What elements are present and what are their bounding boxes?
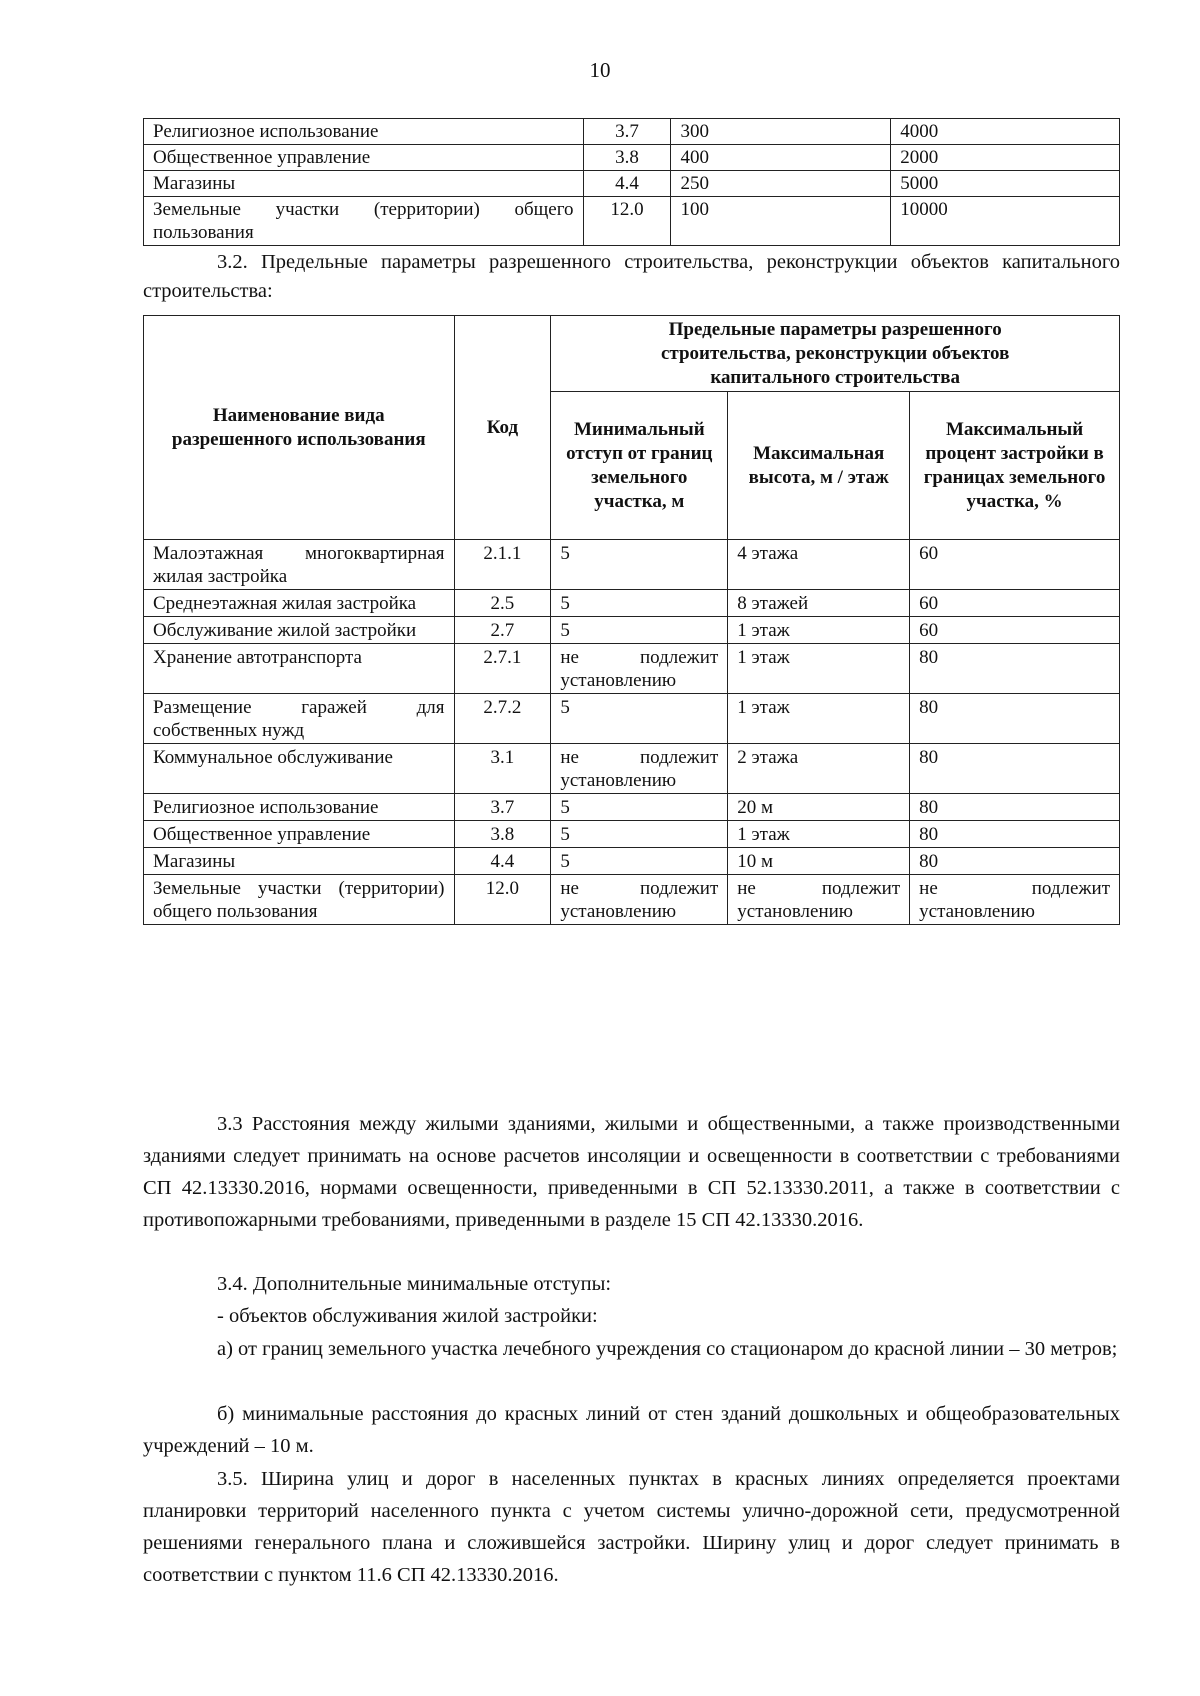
setback-cell: не подлежит установлению	[551, 875, 728, 925]
setback-cell: 5	[551, 794, 728, 821]
height-cell: 8 этажей	[728, 590, 910, 617]
table-row	[144, 694, 1120, 744]
table-row	[144, 794, 1120, 821]
use-name-cell: Размещение гаражей для собственных нужд	[144, 694, 455, 744]
setback-cell: 5	[551, 694, 728, 744]
code-cell: 3.8	[583, 145, 671, 171]
max-area-cell: 4000	[891, 119, 1120, 145]
code-cell: 3.7	[583, 119, 671, 145]
percent-cell: 80	[910, 821, 1120, 848]
height-cell: 1 этаж	[728, 694, 910, 744]
table-row	[144, 171, 1120, 197]
code-cell: 12.0	[454, 875, 551, 925]
height-cell: 4 этажа	[728, 540, 910, 590]
use-name-cell: Религиозное использование	[144, 794, 455, 821]
code-cell: 2.1.1	[454, 540, 551, 590]
header-max-height: Максимальная высота, м / этаж	[728, 392, 910, 540]
code-cell: 4.4	[454, 848, 551, 875]
table-row	[144, 644, 1120, 694]
use-name-cell: Магазины	[144, 848, 455, 875]
section-3-2-text: 3.2. Предельные параметры разрешенного строительства, реконструкции объектов капитального строительства:	[143, 251, 1120, 302]
use-name-cell: Религиозное использование	[144, 119, 584, 145]
use-name-cell: Общественное управление	[144, 821, 455, 848]
table-row	[144, 617, 1120, 644]
header-max-percent: Максимальный процент застройки в границах земельного участка, %	[910, 392, 1120, 540]
code-cell: 2.5	[454, 590, 551, 617]
code-cell: 12.0	[583, 197, 671, 246]
height-cell: не подлежит установлению	[728, 875, 910, 925]
max-area-cell: 10000	[891, 197, 1120, 246]
use-name-cell: Хранение автотранспорта	[144, 644, 455, 694]
percent-cell: 80	[910, 794, 1120, 821]
code-cell: 3.7	[454, 794, 551, 821]
use-name-cell: Земельные участки (территории) общего пользования	[144, 197, 584, 246]
height-cell: 1 этаж	[728, 644, 910, 694]
code-cell: 2.7.1	[454, 644, 551, 694]
height-cell: 2 этажа	[728, 744, 910, 794]
height-cell: 10 м	[728, 848, 910, 875]
code-cell: 2.7.2	[454, 694, 551, 744]
code-cell: 3.8	[454, 821, 551, 848]
setback-cell: 5	[551, 617, 728, 644]
height-cell: 20 м	[728, 794, 910, 821]
use-name-cell: Среднеэтажная жилая застройка	[144, 590, 455, 617]
percent-cell: 80	[910, 744, 1120, 794]
min-area-cell: 300	[671, 119, 891, 145]
land-plot-size-table	[143, 118, 1120, 246]
percent-cell: 60	[910, 590, 1120, 617]
setback-cell: 5	[551, 821, 728, 848]
construction-parameters-table	[143, 315, 1120, 925]
page-number: 10	[589, 58, 611, 82]
use-name-cell: Малоэтажная многоквартирная жилая застройка	[144, 540, 455, 590]
table-row	[144, 590, 1120, 617]
min-area-cell: 100	[671, 197, 891, 246]
paragraph-3-5: 3.5. Ширина улиц и дорог в населенных пунктах в красных линиях определяется проектами планировки территорий населенного пункта с учетом системы улично-дорожной сети, предусмотренной решениями генерального плана и сложившейся застройки. Ширину улиц и дорог следует принимать в соответствии с пунктом 11.6 СП 42.13330.2016.	[143, 1468, 1120, 1586]
setback-cell: не подлежит установлению	[551, 644, 728, 694]
header-min-setback: Минимальный отступ от границ земельного участка, м	[551, 392, 728, 540]
use-name-cell: Магазины	[144, 171, 584, 197]
use-name-cell: Общественное управление	[144, 145, 584, 171]
header-group: Предельные параметры разрешенного строительства, реконструкции объектов капитального строительства	[551, 316, 1120, 392]
code-cell: 3.1	[454, 744, 551, 794]
code-cell: 4.4	[583, 171, 671, 197]
percent-cell: не подлежит установлению	[910, 875, 1120, 925]
header-code: Код	[454, 316, 551, 540]
table-row	[144, 848, 1120, 875]
paragraph-3-3: 3.3 Расстояния между жилыми зданиями, жилыми и общественными, а также производственными зданиями следует принимать на основе расчетов инсоляции и освещенности в соответствии с требованиями СП 42.13330.2016, нормами освещенности, приведенными в СП 52.13330.2011, а также в соответствии с противопожарными требованиями, приведенными в разделе 15 СП 42.13330.2016.	[143, 1113, 1120, 1231]
setback-cell: 5	[551, 590, 728, 617]
use-name-cell: Обслуживание жилой застройки	[144, 617, 455, 644]
table-row	[144, 145, 1120, 171]
percent-cell: 60	[910, 617, 1120, 644]
setback-cell: 5	[551, 848, 728, 875]
table-row	[144, 744, 1120, 794]
paragraph-3-4-item: - объектов обслуживания жилой застройки:	[217, 1305, 598, 1327]
setback-cell: 5	[551, 540, 728, 590]
max-area-cell: 2000	[891, 145, 1120, 171]
table-row	[144, 821, 1120, 848]
code-cell: 2.7	[454, 617, 551, 644]
paragraph-3-4-b: б) минимальные расстояния до красных линий от стен зданий дошкольных и общеобразовательных учреждений – 10 м.	[143, 1403, 1120, 1457]
height-cell: 1 этаж	[728, 821, 910, 848]
min-area-cell: 400	[671, 145, 891, 171]
setback-cell: не подлежит установлению	[551, 744, 728, 794]
paragraph-3-4-a: а) от границ земельного участка лечебного учреждения со стационаром до красной линии – 30 метров;	[217, 1338, 1118, 1360]
paragraph-3-4: 3.4. Дополнительные минимальные отступы:	[217, 1273, 612, 1295]
min-area-cell: 250	[671, 171, 891, 197]
table-row	[144, 540, 1120, 590]
use-name-cell: Земельные участки (территории) общего пользования	[144, 875, 455, 925]
table-row	[144, 875, 1120, 925]
max-area-cell: 5000	[891, 171, 1120, 197]
use-name-cell: Коммунальное обслуживание	[144, 744, 455, 794]
table-row	[144, 197, 1120, 246]
header-use-name: Наименование вида разрешенного использования	[144, 316, 455, 540]
percent-cell: 80	[910, 694, 1120, 744]
height-cell: 1 этаж	[728, 617, 910, 644]
percent-cell: 60	[910, 540, 1120, 590]
percent-cell: 80	[910, 848, 1120, 875]
table-row	[144, 119, 1120, 145]
percent-cell: 80	[910, 644, 1120, 694]
